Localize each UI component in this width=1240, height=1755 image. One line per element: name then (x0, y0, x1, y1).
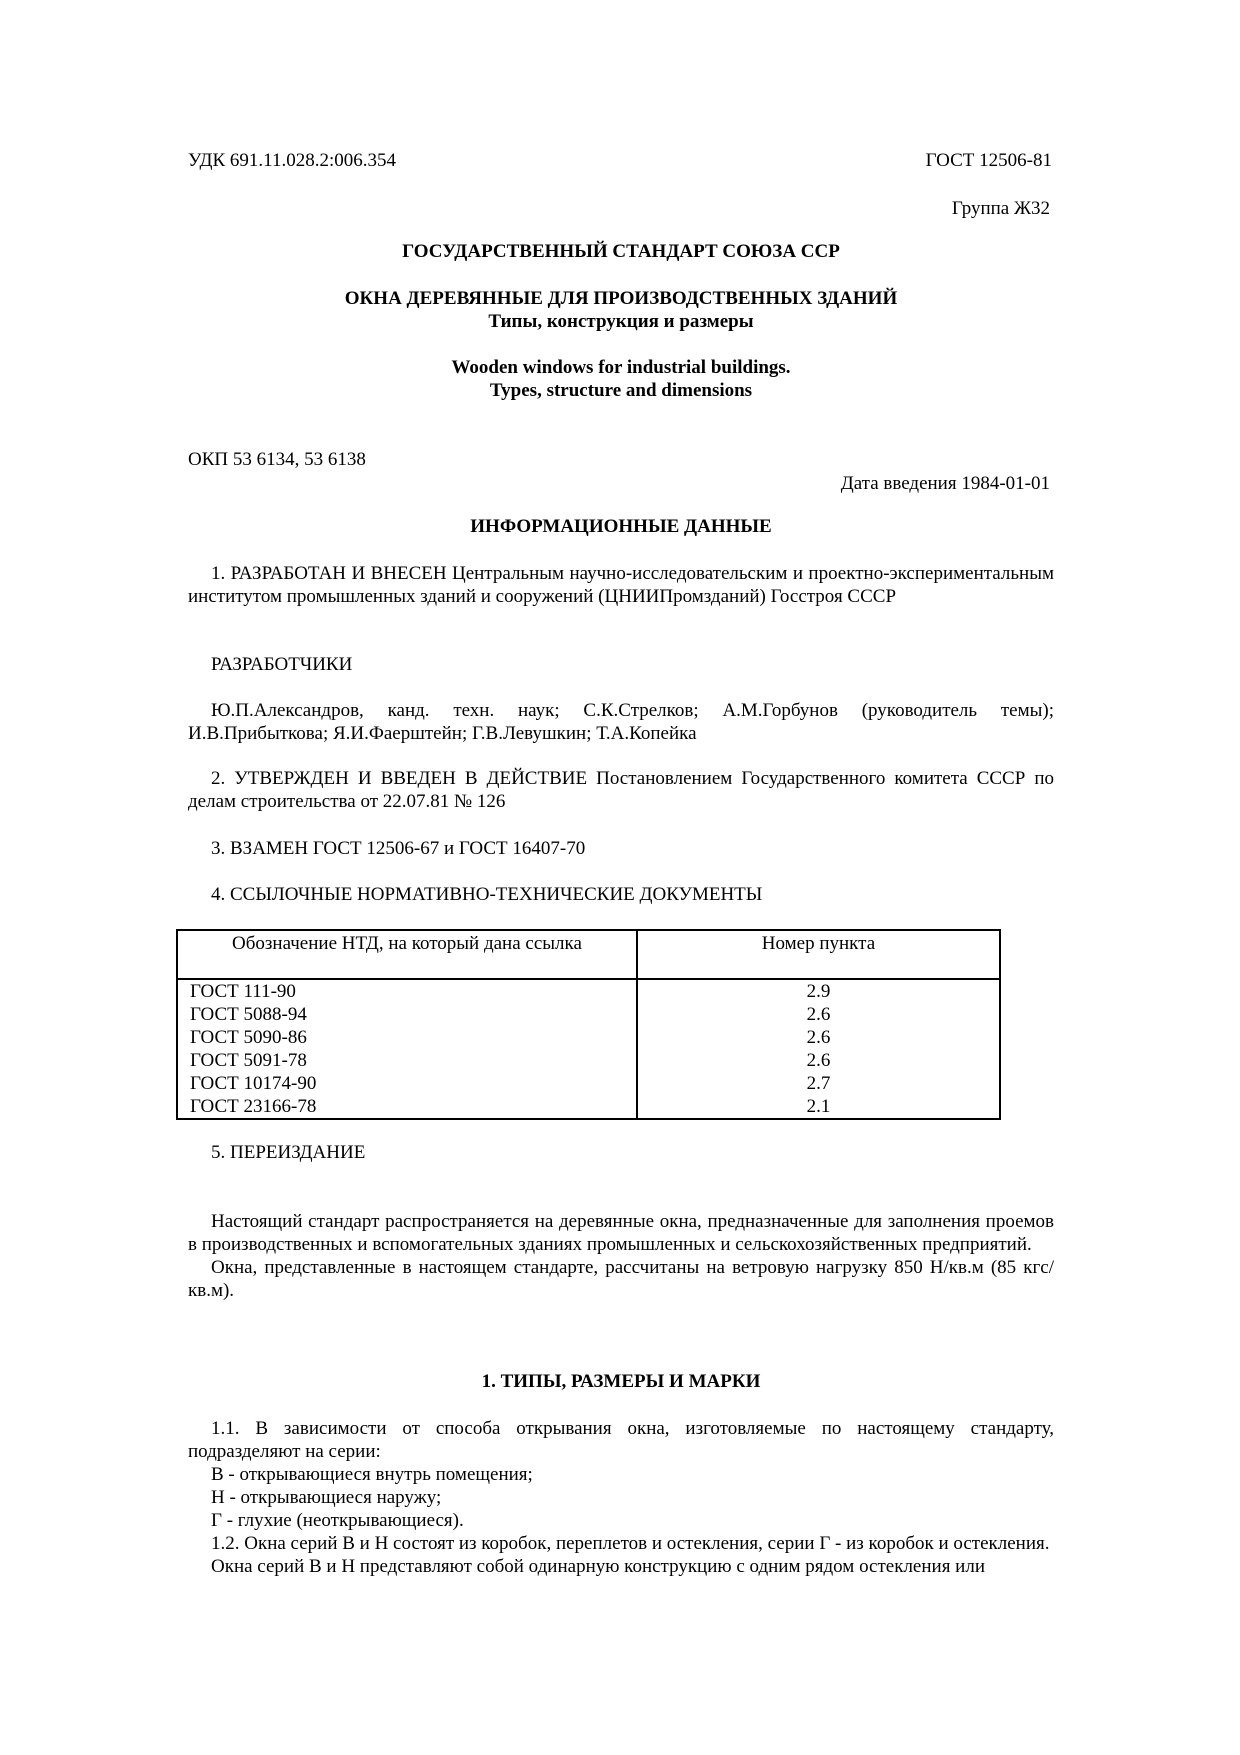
table-row (177, 1003, 1000, 1026)
clause-cell: 2.9 (637, 979, 1000, 1003)
document-title-ru: ОКНА ДЕРЕВЯННЫЕ ДЛЯ ПРОИЗВОДСТВЕННЫХ ЗДАНИЙ (344, 288, 898, 309)
table-row (177, 979, 1000, 1003)
clause-cell: 2.6 (637, 1026, 1000, 1049)
info-item-references: 4. ССЫЛОЧНЫЕ НОРМАТИВНО-ТЕХНИЧЕСКИЕ ДОКУМЕНТЫ (211, 884, 763, 905)
okp-code: ОКП 53 6134, 53 6138 (188, 449, 366, 470)
info-item-developed: 1. РАЗРАБОТАН И ВНЕСЕН Центральным научно-исследовательским и проектно-экспериментальным институтом промышленных зданий и сооружений (ЦНИИПромзданий) Госстроя СССР (188, 563, 1054, 607)
document-cell: ГОСТ 111-90 (177, 979, 637, 1003)
developers-list: Ю.П.Александров, канд. техн. наук; С.К.Стрелков; А.М.Горбунов (руководитель темы); И.В.Прибыткова; Я.И.Фаерштейн; Г.В.Левушкин; Т.А.Копейка (188, 700, 1054, 744)
section-1-body (188, 1417, 1054, 1578)
state-standard-title: ГОСУДАРСТВЕННЫЙ СТАНДАРТ СОЮЗА ССР (402, 241, 840, 262)
udk-code: УДК 691.11.028.2:006.354 (188, 150, 396, 171)
document-cell: ГОСТ 23166-78 (177, 1095, 637, 1119)
series-v-item: В - открывающиеся внутрь помещения; (211, 1464, 533, 1485)
wind-load-paragraph: Окна, представленные в настоящем стандарте, рассчитаны на ветровую нагрузку 850 Н/кв.м (85 кгс/кв.м). (188, 1257, 1054, 1301)
document-subtitle-ru: Типы, конструкция и размеры (488, 311, 754, 332)
document-cell: ГОСТ 10174-90 (177, 1072, 637, 1095)
document-subtitle-en: Types, structure and dimensions (489, 380, 753, 401)
group-code: Группа Ж32 (951, 198, 1050, 219)
clause-cell: 2.7 (637, 1072, 1000, 1095)
table-row (177, 1049, 1000, 1072)
document-title-en: Wooden windows for industrial buildings. (451, 357, 791, 378)
column-header-document: Обозначение НТД, на который дана ссылка (177, 930, 637, 979)
clause-cell: 2.6 (637, 1049, 1000, 1072)
clause-1-2: 1.2. Окна серий В и Н состоят из коробок, переплетов и остекления, серии Г - из коробок и остекления. (211, 1533, 1050, 1554)
info-item-replaces: 3. ВЗАМЕН ГОСТ 12506-67 и ГОСТ 16407-70 (211, 838, 586, 859)
clause-1-2-continuation: Окна серий В и Н представляют собой одинарную конструкцию с одним рядом остекления или (211, 1556, 985, 1577)
document-header (188, 149, 1054, 172)
series-n-item: Н - открывающиеся наружу; (211, 1487, 442, 1508)
developers-label: РАЗРАБОТЧИКИ (211, 654, 353, 675)
clause-1-1: 1.1. В зависимости от способа открывания окна, изготовляемые по настоящему стандарту, подразделяют на серии: (188, 1418, 1054, 1462)
section-1-heading: 1. ТИПЫ, РАЗМЕРЫ И МАРКИ (481, 1371, 761, 1392)
document-cell: ГОСТ 5088-94 (177, 1003, 637, 1026)
column-header-clause: Номер пункта (637, 930, 1000, 979)
clause-cell: 2.1 (637, 1095, 1000, 1119)
info-item-reissue: 5. ПЕРЕИЗДАНИЕ (211, 1142, 366, 1163)
scope-section (188, 1210, 1054, 1302)
scope-paragraph: Настоящий стандарт распространяется на деревянные окна, предназначенные для заполнения проемов в производственных и вспомогательных зданиях промышленных и сельскохозяйственных предприятий. (188, 1211, 1054, 1255)
clause-cell: 2.6 (637, 1003, 1000, 1026)
document-cell: ГОСТ 5090-86 (177, 1026, 637, 1049)
reference-documents-table (176, 929, 1001, 1120)
document-cell: ГОСТ 5091-78 (177, 1049, 637, 1072)
info-heading: ИНФОРМАЦИОННЫЕ ДАННЫЕ (470, 516, 772, 537)
table-row (177, 1026, 1000, 1049)
introduction-date: Дата введения 1984-01-01 (840, 473, 1050, 494)
info-item-approved: 2. УТВЕРЖДЕН И ВВЕДЕН В ДЕЙСТВИЕ Постановлением Государственного комитета СССР по делам строительства от 22.07.81 № 126 (188, 768, 1054, 812)
table-row (177, 1072, 1000, 1095)
table-header-row (177, 930, 1000, 979)
table-row (177, 1095, 1000, 1119)
series-g-item: Г - глухие (неоткрывающиеся). (211, 1510, 464, 1531)
gost-number: ГОСТ 12506-81 (925, 150, 1052, 171)
